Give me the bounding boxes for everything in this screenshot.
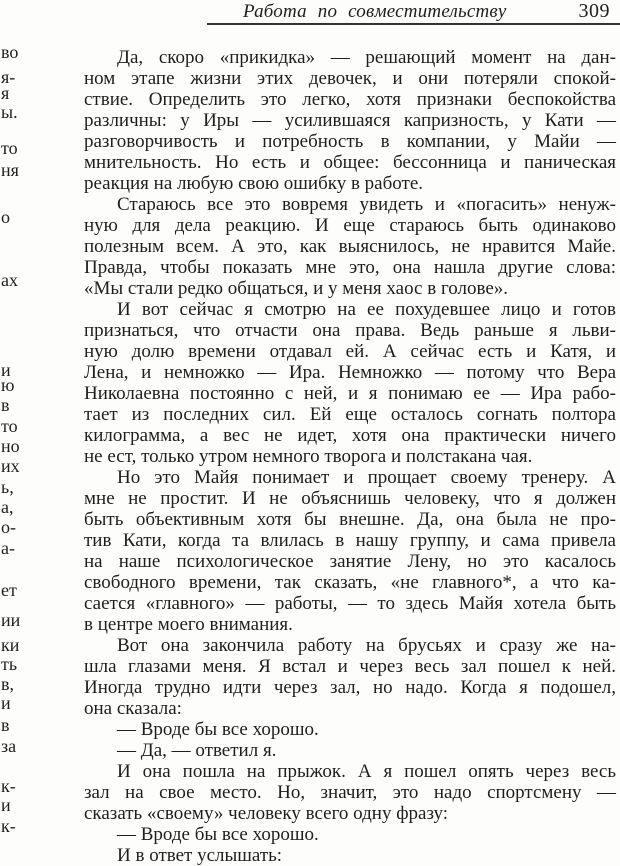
- edge-text-fragment: в: [1, 715, 10, 735]
- edge-text-fragment: и: [1, 795, 11, 815]
- text-line: тает из последних сил. Ей еще осталось согнать полтора: [84, 404, 616, 425]
- text-line: сается «главного» — работы, — то здесь Майя хотела быть: [84, 593, 616, 614]
- text-line: шла глазами меня. Я встал и через весь зал пошел к ней.: [84, 656, 616, 677]
- paragraph: [84, 194, 616, 299]
- text-line: в центре моего внимания.: [84, 614, 293, 635]
- text-line: Но это Майя понимает и прощает своему тренеру. А: [117, 467, 616, 488]
- edge-text-fragment: в: [1, 395, 10, 415]
- text-line: ную для дела реакцию. И еще стараюсь быть одинаково: [84, 215, 616, 236]
- edge-text-fragment: о-: [1, 517, 16, 537]
- edge-text-fragment: в,: [1, 674, 14, 694]
- text-line: И вот сейчас я смотрю на ее похудевшее лицо и готов: [117, 299, 616, 320]
- text-line: на наше психологическое занятие Лену, но это касалось: [84, 551, 616, 572]
- text-line: Иногда трудно идти через зал, но надо. Когда я подошел,: [84, 677, 616, 698]
- paragraph: [84, 635, 616, 719]
- text-line: Вот она закончила работу на брусьях и сразу же на-: [117, 635, 616, 656]
- edge-text-fragment: то: [1, 416, 18, 436]
- edge-text-fragment: ть: [1, 654, 18, 674]
- edge-text-fragment: к-: [1, 816, 16, 836]
- text-line: ствие. Определить это легко, хотя признаки беспокойства: [84, 89, 616, 110]
- text-line: реакция на любую свою ошибку в работе.: [84, 173, 424, 194]
- text-line: Лена, и немножко — Ира. Немножко — потому что Вера: [84, 362, 616, 383]
- text-line: Стараюсь все это вовремя увидеть и «погасить» ненуж-: [117, 194, 616, 215]
- paragraph: [84, 47, 616, 194]
- edge-text-fragment: во: [1, 42, 19, 62]
- left-page-edge: [0, 0, 24, 866]
- edge-text-fragment: ет: [1, 580, 17, 600]
- paragraph: [84, 761, 616, 824]
- edge-text-fragment: и: [1, 360, 11, 380]
- edge-text-fragment: к-: [1, 776, 16, 796]
- edge-text-fragment: я-: [1, 67, 16, 87]
- text-line: Николаевна постоянно с ней, и я понимаю ее — Ира рабо-: [84, 383, 616, 404]
- body-text: [84, 47, 616, 866]
- edge-text-fragment: ю: [1, 375, 15, 395]
- text-line: ную долю времени отдавал ей. А сейчас есть и Катя, и: [84, 341, 616, 362]
- edge-text-fragment: ах: [1, 270, 18, 290]
- edge-text-fragment: а-: [1, 538, 15, 558]
- page-number: 309: [578, 0, 610, 22]
- edge-text-fragment: то: [1, 138, 18, 158]
- text-line: И она пошла на прыжок. А я пошел опять через весь: [117, 761, 616, 782]
- text-line: признаться, что отчасти она права. Ведь раньше я льви-: [84, 320, 616, 341]
- text-line: мне не простит. И не объяснишь человеку, что я должен: [84, 488, 616, 509]
- edge-text-fragment: но: [1, 436, 20, 456]
- text-line: Правда, чтобы показать мне это, она нашла другие слова:: [84, 257, 616, 278]
- edge-text-fragment: ня: [1, 160, 19, 180]
- text-line: И в ответ услышать:: [117, 845, 283, 866]
- text-line: тив Кати, когда та влилась в нашу группу, и сама привела: [84, 530, 616, 551]
- text-line: она сказала:: [84, 698, 182, 719]
- edge-text-fragment: ки: [1, 635, 20, 655]
- text-line: зал на свое место. Но, значит, это надо спортсмену —: [84, 782, 616, 803]
- edge-text-fragment: за: [1, 736, 17, 756]
- paragraph: [84, 740, 616, 761]
- text-line: не ест, только утром немного творога и полстакана чая.: [84, 446, 533, 467]
- edge-text-fragment: я: [1, 83, 10, 103]
- paragraph: [84, 467, 616, 635]
- text-line: полезным всем. А это, как выяснилось, не нравится Майе.: [84, 236, 616, 257]
- paragraph: [84, 824, 616, 845]
- edge-text-fragment: о: [1, 207, 10, 227]
- edge-text-fragment: их: [1, 456, 20, 476]
- text-line: ном этапе жизни этих девочек, и они потеряли спокой-: [84, 68, 616, 89]
- text-line: свободного времени, так сказать, «не главного*, а что ка-: [84, 572, 616, 593]
- paragraph: [84, 299, 616, 467]
- paragraph: [84, 719, 616, 740]
- text-line: «Мы стали редко общаться, и у меня хаос в голове».: [84, 278, 509, 299]
- header-rule-divider: [207, 23, 620, 25]
- text-line: — Вроде бы все хорошо.: [117, 824, 319, 845]
- running-title: Работа по совместительству: [243, 1, 507, 22]
- text-line: — Вроде бы все хорошо.: [117, 719, 319, 740]
- text-line: различны: у Иры — усилившаяся капризность, у Кати —: [84, 110, 616, 131]
- edge-text-fragment: ии: [1, 610, 21, 630]
- text-line: Да, скоро «прикидка» — решающий момент на дан-: [117, 47, 616, 68]
- text-line: сказать «своему» человеку всего одну фразу:: [84, 803, 449, 824]
- text-line: — Да, — ответил я.: [117, 740, 277, 761]
- paragraph: [84, 845, 616, 866]
- text-line: мнительность. Но есть и общее: бессонница и паническая: [84, 152, 616, 173]
- text-line: разговорчивость и потребность в компании, у Майи —: [84, 131, 616, 152]
- edge-text-fragment: а,: [1, 497, 14, 517]
- text-line: быть объективным хотя бы внешне. Да, она была не про-: [84, 509, 616, 530]
- edge-text-fragment: ы.: [1, 102, 18, 122]
- text-line: килограмма, а вес не идет, хотя она практически ничего: [84, 425, 616, 446]
- edge-text-fragment: и: [1, 693, 11, 713]
- edge-text-fragment: ь,: [1, 477, 14, 497]
